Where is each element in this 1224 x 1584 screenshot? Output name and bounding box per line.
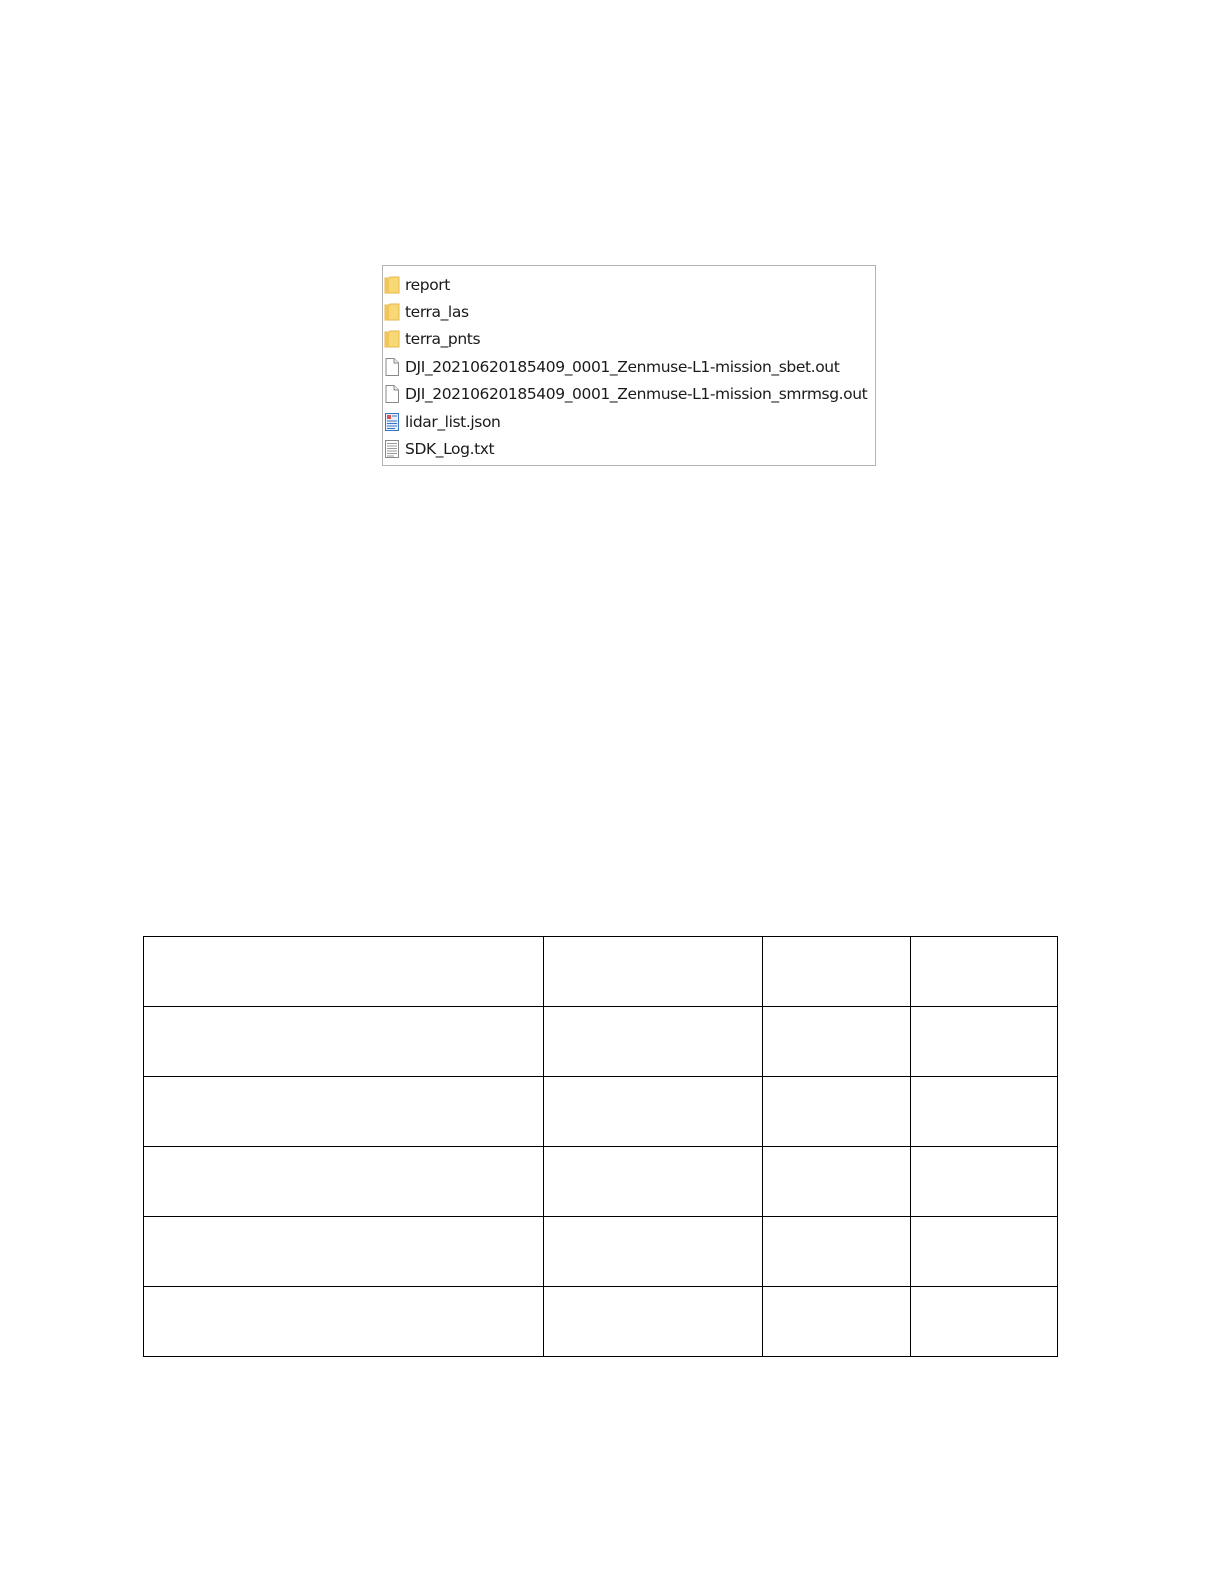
- file-item-terra-las[interactable]: [383, 298, 875, 325]
- file-item-report[interactable]: [383, 271, 875, 298]
- table-cell: [544, 1287, 763, 1357]
- file-listing: [382, 265, 876, 466]
- file-name: SDK_Log.txt: [405, 440, 495, 459]
- table-row: [144, 1077, 1058, 1147]
- table-cell: [763, 937, 911, 1007]
- empty-table: [143, 936, 1058, 1357]
- text-file-icon: [384, 440, 400, 458]
- table-cell: [911, 1007, 1058, 1077]
- table-row: [144, 1217, 1058, 1287]
- table-cell: [911, 1147, 1058, 1217]
- table-row: [144, 937, 1058, 1007]
- table-cell: [544, 1217, 763, 1287]
- folder-icon: [384, 330, 400, 348]
- file-icon: [384, 385, 400, 403]
- table-cell: [911, 1287, 1058, 1357]
- table-row: [144, 1147, 1058, 1217]
- table-cell: [763, 1217, 911, 1287]
- table-cell: [144, 1007, 544, 1077]
- file-name: DJI_20210620185409_0001_Zenmuse-L1-mission_sbet.out: [405, 357, 840, 376]
- table-cell: [763, 1077, 911, 1147]
- file-item-lidar-list-json[interactable]: [383, 408, 875, 435]
- table-cell: [763, 1287, 911, 1357]
- table-cell: [144, 1287, 544, 1357]
- table-cell: [911, 1217, 1058, 1287]
- table-cell: [144, 937, 544, 1007]
- table-cell: [144, 1147, 544, 1217]
- file-name: DJI_20210620185409_0001_Zenmuse-L1-mission_smrmsg.out: [405, 385, 868, 404]
- file-item-smrmsg-out[interactable]: [383, 381, 875, 408]
- file-item-sdk-log-txt[interactable]: [383, 435, 875, 462]
- file-name: lidar_list.json: [405, 412, 501, 431]
- table-cell: [911, 1077, 1058, 1147]
- table-row: [144, 1287, 1058, 1357]
- folder-icon: [384, 303, 400, 321]
- table-cell: [144, 1077, 544, 1147]
- table-cell: [544, 937, 763, 1007]
- table-cell: [911, 937, 1058, 1007]
- table-cell: [544, 1007, 763, 1077]
- table-cell: [144, 1217, 544, 1287]
- table-cell: [763, 1007, 911, 1077]
- json-file-icon: [384, 413, 400, 431]
- file-name: terra_las: [405, 303, 469, 322]
- file-name: terra_pnts: [405, 330, 481, 349]
- file-item-terra-pnts[interactable]: [383, 326, 875, 353]
- table-cell: [544, 1147, 763, 1217]
- file-item-sbet-out[interactable]: [383, 353, 875, 380]
- table-cell: [763, 1147, 911, 1217]
- file-name: report: [405, 275, 450, 294]
- table-cell: [544, 1077, 763, 1147]
- file-icon: [384, 358, 400, 376]
- table-row: [144, 1007, 1058, 1077]
- folder-icon: [384, 276, 400, 294]
